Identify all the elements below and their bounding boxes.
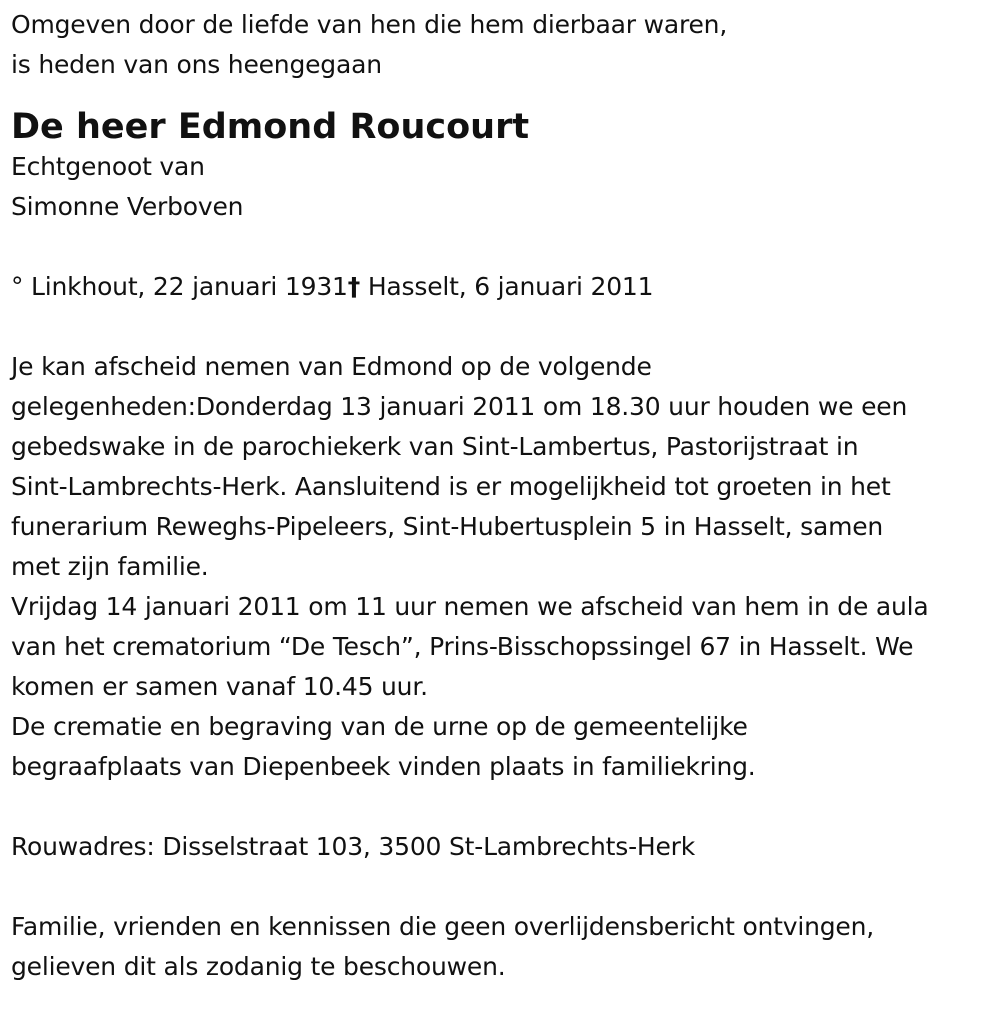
spacer <box>11 787 991 827</box>
farewell-line: funerarium Reweghs-Pipeleers, Sint-Hubertusplein 5 in Hasselt, samen <box>11 512 884 541</box>
spouse-line: Echtgenoot van <box>11 152 205 181</box>
obituary-notice <box>11 5 991 987</box>
spouse-name: Simonne Verboven <box>11 192 244 221</box>
farewell-line: Sint-Lambrechts-Herk. Aansluitend is er mogelijkheid tot groeten in het <box>11 472 891 501</box>
closing-text <box>11 907 991 987</box>
spouse-info <box>11 147 991 227</box>
deceased-name: De heer Edmond Roucourt <box>11 107 530 147</box>
intro-line: Omgeven door de liefde van hen die hem dierbaar waren, <box>11 10 728 39</box>
farewell-details <box>11 347 991 787</box>
farewell-line: Vrijdag 14 januari 2011 om 11 uur nemen we afscheid van hem in de aula <box>11 592 929 621</box>
farewell-line: met zijn familie. <box>11 552 209 581</box>
spacer <box>11 227 991 267</box>
cross-icon: † <box>347 272 361 301</box>
spacer <box>11 867 991 907</box>
farewell-line: komen er samen vanaf 10.45 uur. <box>11 672 428 701</box>
farewell-line: gebedswake in de parochiekerk van Sint-Lambertus, Pastorijstraat in <box>11 432 859 461</box>
closing-line: gelieven dit als zodanig te beschouwen. <box>11 952 506 981</box>
life-dates <box>11 267 991 307</box>
farewell-line: van het crematorium “De Tesch”, Prins-Bisschopssingel 67 in Hasselt. We <box>11 632 914 661</box>
farewell-line: De crematie en begraving van de urne op de gemeentelijke <box>11 712 748 741</box>
intro-line: is heden van ons heengegaan <box>11 50 382 79</box>
farewell-line: Je kan afscheid nemen van Edmond op de volgende <box>11 352 652 381</box>
closing-line: Familie, vrienden en kennissen die geen overlijdensbericht ontvingen, <box>11 912 875 941</box>
farewell-line: begraafplaats van Diepenbeek vinden plaats in familiekring. <box>11 752 756 781</box>
intro-text <box>11 5 991 85</box>
spacer <box>11 307 991 347</box>
mourning-address: Rouwadres: Disselstraat 103, 3500 St-Lambrechts-Herk <box>11 832 696 861</box>
farewell-line: gelegenheden:Donderdag 13 januari 2011 om 18.30 uur houden we een <box>11 392 908 421</box>
birth-date: ° Linkhout, 22 januari 1931 <box>11 272 348 301</box>
death-date: Hasselt, 6 januari 2011 <box>360 272 654 301</box>
